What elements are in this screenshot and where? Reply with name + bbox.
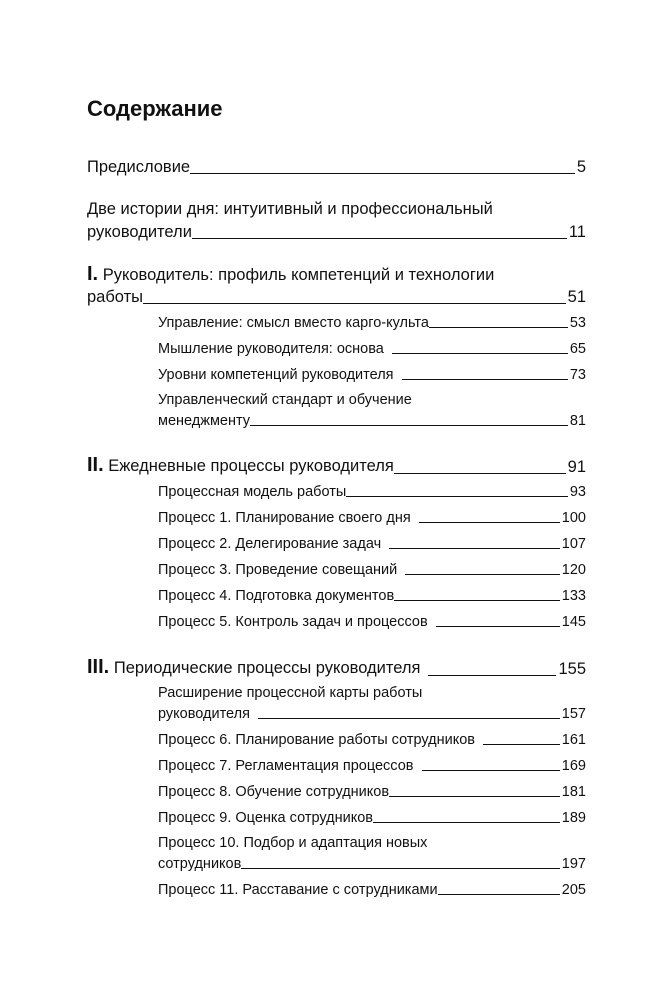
toc-subentry-line1: Расширение процессной карты работы <box>158 685 423 701</box>
leader-line <box>192 238 567 239</box>
toc-subentry[interactable] <box>158 810 586 826</box>
leader-line <box>346 496 568 497</box>
page-number: 53 <box>569 315 586 331</box>
toc-subentry[interactable] <box>158 484 586 500</box>
toc-subentry[interactable] <box>158 758 586 774</box>
page-number: 145 <box>561 614 586 630</box>
part-title: Руководитель: профиль компетенций и технологии <box>102 266 495 284</box>
toc-entry-title: Процессная модель работы <box>158 484 347 500</box>
leader-line <box>436 626 560 627</box>
toc-entry-title: менеджменту <box>158 413 251 429</box>
page-number: 157 <box>561 706 586 722</box>
toc-entry-title: Уровни компетенций руководителя <box>158 367 394 383</box>
leader-line <box>392 353 568 354</box>
leader-line <box>402 379 568 380</box>
leader-line <box>389 796 560 797</box>
toc-subentry[interactable] <box>158 510 586 526</box>
page-number: 133 <box>561 588 586 604</box>
page-number: 51 <box>567 288 586 306</box>
part-title: Ежедневные процессы руководителя <box>108 457 394 475</box>
part-number: III. <box>87 656 110 678</box>
toc-entry-title: работы <box>87 288 144 306</box>
toc-subentry[interactable] <box>158 562 586 578</box>
leader-line <box>429 327 568 328</box>
toc-entry-part-1[interactable] <box>87 288 586 307</box>
toc-entry-title: Процесс 5. Контроль задач и процессов <box>158 614 428 630</box>
toc-subentry-line1: Управленческий стандарт и обучение <box>158 392 412 408</box>
toc-subentry[interactable] <box>158 367 586 383</box>
page-number: 93 <box>569 484 586 500</box>
page-number: 100 <box>561 510 586 526</box>
leader-line <box>428 675 556 676</box>
page-number: 73 <box>569 367 586 383</box>
page-number: 11 <box>568 223 586 241</box>
toc-entry-title <box>87 454 394 477</box>
leader-line <box>394 600 560 601</box>
leader-line <box>241 868 559 869</box>
page-number: 181 <box>561 784 586 800</box>
toc-subentry[interactable] <box>158 614 586 630</box>
toc-subentry[interactable] <box>158 588 586 604</box>
toc-entry-title: Процесс 2. Делегирование задач <box>158 536 382 552</box>
toc-entry-title: Процесс 11. Расставание с сотрудниками <box>158 882 438 898</box>
toc-entry-title: руководители <box>87 223 192 241</box>
toc-subentry[interactable] <box>158 706 586 722</box>
leader-line <box>483 744 560 745</box>
part-number: I. <box>87 263 99 285</box>
toc-entry-intro-line1: Две истории дня: интуитивный и профессиональный <box>87 200 493 218</box>
page-number: 81 <box>569 413 586 429</box>
page-number: 155 <box>558 660 586 678</box>
toc-entry-title: Процесс 8. Обучение сотрудников <box>158 784 390 800</box>
toc-entry-part-3[interactable] <box>87 656 586 679</box>
toc-entry-title: Мышление руководителя: основа <box>158 341 384 357</box>
toc-entry-title: Процесс 4. Подготовка документов <box>158 588 395 604</box>
leader-line <box>250 425 568 426</box>
toc-subentry[interactable] <box>158 882 586 898</box>
leader-line <box>438 894 560 895</box>
toc-entry-preface[interactable] <box>87 158 586 177</box>
toc-entry-title: Управление: смысл вместо карго-культа <box>158 315 429 331</box>
leader-line <box>394 473 566 474</box>
leader-line <box>258 718 560 719</box>
toc-entry-title: Предисловие <box>87 158 191 176</box>
toc-subentry[interactable] <box>158 413 586 429</box>
part-number: II. <box>87 454 104 476</box>
toc-entry-title: сотрудников <box>158 856 242 872</box>
page-title: Содержание <box>87 96 223 121</box>
page-number: 169 <box>561 758 586 774</box>
page-number: 91 <box>567 458 586 476</box>
page-number: 120 <box>561 562 586 578</box>
page-number: 197 <box>561 856 586 872</box>
page-number: 189 <box>561 810 586 826</box>
toc-subentry-line1: Процесс 10. Подбор и адаптация новых <box>158 835 428 851</box>
leader-line <box>373 822 560 823</box>
toc-subentry[interactable] <box>158 784 586 800</box>
toc-subentry[interactable] <box>158 536 586 552</box>
leader-line <box>405 574 560 575</box>
toc-entry-title: Процесс 7. Регламентация процессов <box>158 758 414 774</box>
leader-line <box>389 548 560 549</box>
toc-entry-title <box>87 656 420 679</box>
leader-line <box>422 770 560 771</box>
page-number: 161 <box>561 732 586 748</box>
part-1-heading-line1 <box>87 263 586 286</box>
toc-entry-title: Процесс 3. Проведение совещаний <box>158 562 398 578</box>
toc-entry-part-2[interactable] <box>87 454 586 477</box>
toc-entry-title: Процесс 6. Планирование работы сотрудников <box>158 732 475 748</box>
page-number: 205 <box>561 882 586 898</box>
toc-entry-title: Процесс 1. Планирование своего дня <box>158 510 411 526</box>
toc-subentry[interactable] <box>158 341 586 357</box>
toc-entry-title: Процесс 9. Оценка сотрудников <box>158 810 373 826</box>
toc-subentry[interactable] <box>158 732 586 748</box>
leader-line <box>419 522 560 523</box>
page-number: 5 <box>576 158 586 176</box>
leader-line <box>190 173 575 174</box>
part-title: Периодические процессы руководителя <box>113 659 421 677</box>
toc-subentry[interactable] <box>158 315 586 331</box>
page-number: 65 <box>569 341 586 357</box>
toc-entry-title: руководителя <box>158 706 250 722</box>
toc-subentry[interactable] <box>158 856 586 872</box>
page-number: 107 <box>561 536 586 552</box>
leader-line <box>143 303 566 304</box>
toc-entry-intro[interactable] <box>87 223 586 242</box>
